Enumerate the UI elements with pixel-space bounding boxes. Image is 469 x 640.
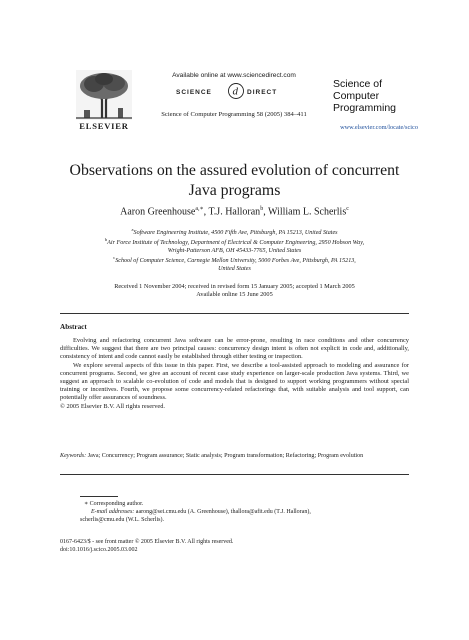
doi-line[interactable]: doi:10.1016/j.scico.2005.03.002 [60, 547, 138, 554]
affiliation-b [80, 236, 389, 256]
corresponding-author-note: ∗ Corresponding author. [84, 501, 144, 507]
available-online-text: Available online at www.sciencedirect.com [172, 72, 296, 79]
keywords-text: Java; Concurrency; Program assurance; Static analysis; Program transformation; Refactoring; Program evolution [87, 453, 364, 459]
affiliation-text: United States [218, 266, 251, 273]
journal-name [333, 78, 411, 114]
affiliation-text: Software Engineering Institute, 4500 Fifth Ave, Pittsburgh, PA 15213, United States [133, 230, 338, 237]
abstract-top-divider [60, 313, 409, 314]
publisher-name: ELSEVIER [79, 121, 129, 131]
available-online-date: Available online 15 June 2005 [196, 291, 273, 299]
sd-logo-right-text: DIRECT [247, 89, 278, 96]
issn-line: 0167-6423/$ - see front matter © 2005 Elsevier B.V. All rights reserved. [60, 539, 234, 545]
affiliation-marker: a [131, 227, 134, 232]
sd-logo-left-text: SCIENCE [176, 89, 212, 96]
email-addresses-continued[interactable]: scherlis@cmu.edu (W.L. Scherlis). [80, 517, 164, 524]
author-affiliation-marker[interactable]: c [346, 206, 349, 212]
abstract-paragraph: We explore several aspects of this issue in this paper. First, we describe a tool-assisted approach to modeling and assurance for concurrent programs. Second, we give an account of recent case study experience on larger-scale production Java systems. Third, we suggest an approach to scalable co-evolution of code and models that is designed to support working programmers without special training or incentives. Fourth, we propose some concurrency-related refactorings that, with suitable analysis and tool support, can potentially offer assurances of soundness. [60, 361, 409, 402]
keywords [60, 452, 409, 460]
author-name: William L. Scherlis [268, 206, 347, 218]
journal-name-line: Science of [333, 78, 383, 90]
journal-url-link[interactable]: www.elsevier.com/locate/scico [340, 124, 418, 131]
title-line: Observations on the assured evolution of concurrent [69, 162, 400, 179]
footnote [80, 500, 380, 524]
affiliation-c [80, 254, 389, 274]
affiliation-text: Wright-Patterson AFB, OH 45433-7765, United States [167, 248, 302, 255]
abstract-copyright: © 2005 Elsevier B.V. All rights reserved. [60, 402, 166, 410]
received-dates: Received 1 November 2004; received in revised form 15 January 2005; accepted 1 March 2005 [114, 283, 355, 290]
article-history [80, 283, 389, 299]
journal-name-line: Computer [333, 90, 380, 102]
affiliation-marker: b [104, 237, 108, 242]
abstract-heading: Abstract [60, 323, 87, 331]
author-affiliation-marker[interactable]: a,∗ [195, 206, 204, 212]
affiliation-text: School of Computer Science, Carnegie Mellon University, 5000 Forbes Ave, Pittsburgh, PA 15213, [115, 258, 356, 265]
email-label: E-mail addresses: [91, 509, 135, 516]
abstract-paragraph: Evolving and refactoring concurrent Java software can be error-prone, resulting in race conditions and other concurrency difficulties. We suggest that there are two principal causes: concurrency design intent is often not explicit in code and, additionally, consistency of intent and code cannot easily be established through either testing or inspection. [60, 337, 409, 361]
journal-citation: Science of Computer Programming 58 (2005) 384–411 [161, 111, 307, 118]
abstract-bottom-divider [60, 474, 409, 475]
journal-name-line: Programming [333, 102, 397, 114]
keywords-label: Keywords: [60, 453, 87, 459]
author-name: T.J. Halloran [208, 206, 261, 218]
sd-logo-mark: d [232, 85, 238, 98]
author-affiliation-marker[interactable]: b [260, 206, 264, 212]
author-name: Aaron Greenhouse [120, 206, 196, 218]
sciencedirect-logo [176, 82, 296, 100]
footnote-divider [80, 496, 118, 497]
author-list: Aaron Greenhouse$^{a,∗}$, T.J. Halloran$^b$, William L. Scherlis$^c$ [120, 206, 349, 218]
abstract-body [60, 337, 409, 411]
affiliation-marker: c [113, 255, 116, 260]
article-title [60, 161, 409, 201]
email-addresses[interactable]: aarong@sei.cmu.edu (A. Greenhouse), thallora@afit.edu (T.J. Halloran), [135, 509, 311, 516]
front-matter-info [60, 538, 360, 554]
title-line: Java programs [188, 182, 281, 199]
affiliation-text: Air Force Institute of Technology, Department of Electrical & Computer Engineering, 2950 Hobson Way, [107, 240, 365, 247]
elsevier-tree-logo [76, 70, 132, 120]
